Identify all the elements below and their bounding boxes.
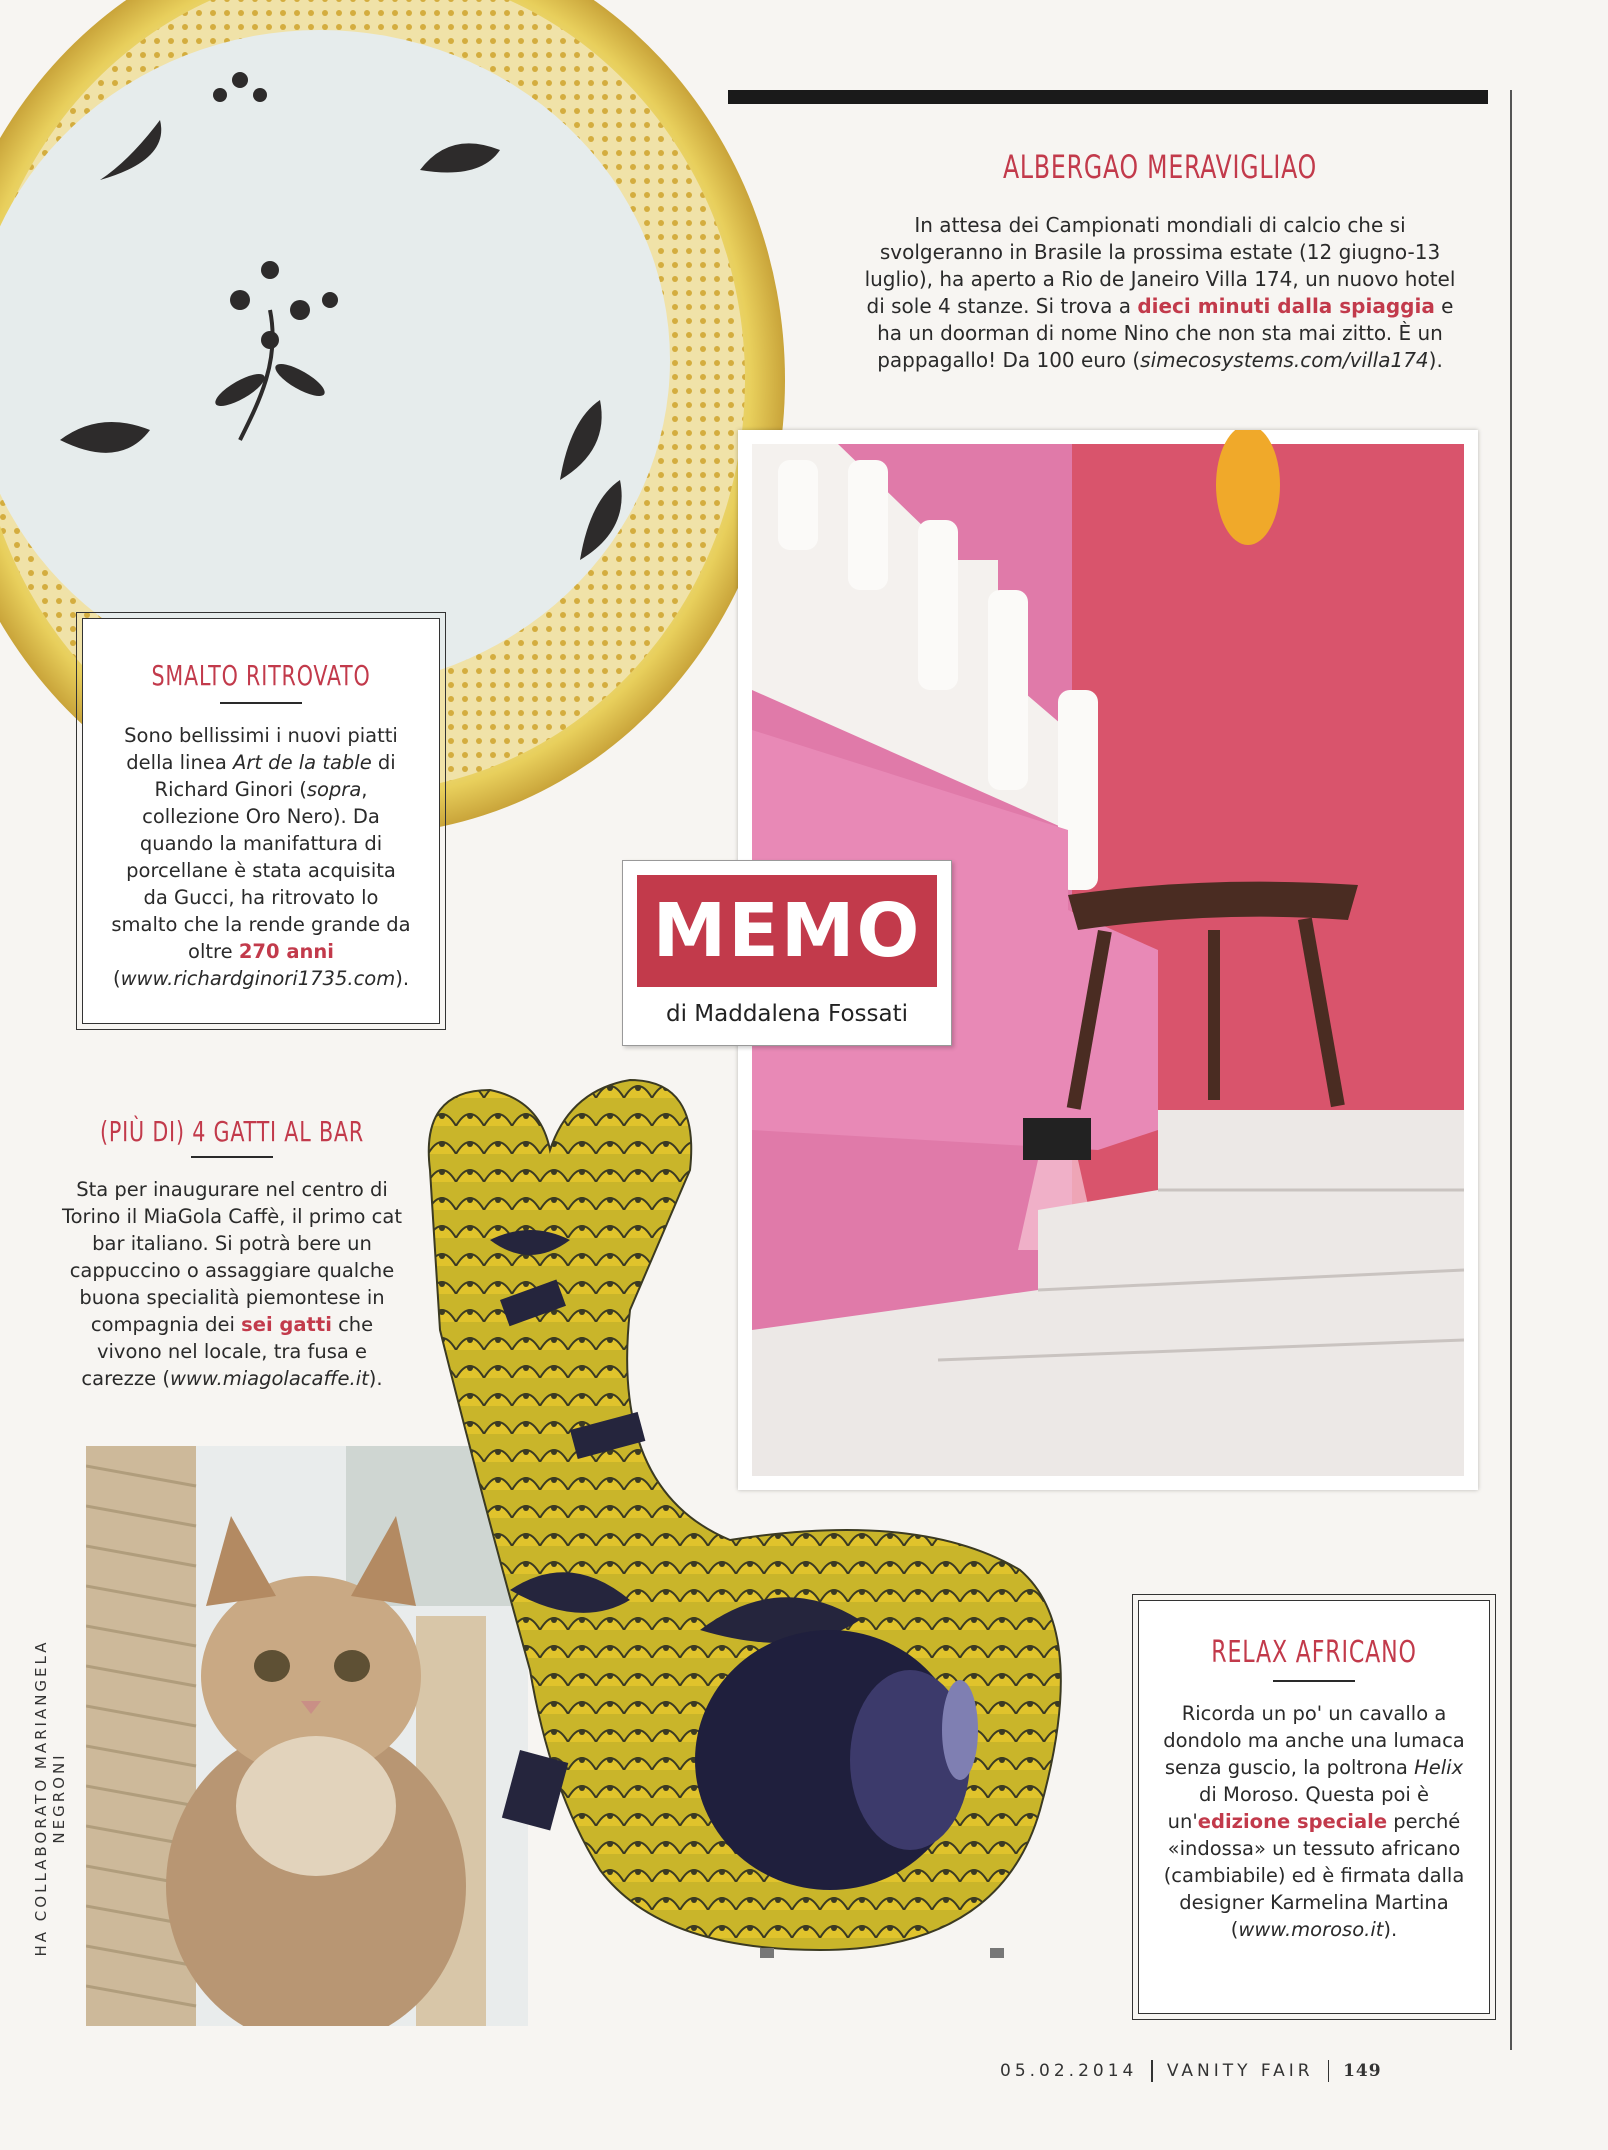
albergo-title: ALBERGAO MERAVIGLIAO	[1002, 148, 1318, 186]
relax-text-4: ).	[1383, 1918, 1398, 1941]
photo-credit: HA COLLABORATO MARIANGELA NEGRONI	[32, 1639, 68, 1957]
page-number: 149	[1343, 2061, 1382, 2081]
footer-date: 05.02.2014	[1000, 2061, 1138, 2081]
smalto-rule	[220, 702, 302, 704]
armchair-image	[400, 1070, 1230, 2030]
gatti-text-3: ).	[368, 1367, 383, 1390]
gatti-body	[62, 1176, 402, 1392]
albergo-highlight: dieci minuti dalla spiaggia	[1137, 294, 1435, 318]
top-rule	[728, 90, 1488, 104]
smalto-text-4: (	[112, 967, 121, 990]
relax-link[interactable]: www.moroso.it	[1238, 1918, 1384, 1941]
gatti-rule	[191, 1156, 273, 1158]
albergo-article	[855, 148, 1465, 374]
albergo-link[interactable]: simecosystems.com/villa174	[1140, 348, 1429, 372]
smalto-title: SMALTO RITROVATO	[151, 659, 371, 692]
footer-magazine: VANITY FAIR	[1166, 2061, 1314, 2081]
smalto-italic-2: sopra	[306, 778, 362, 801]
smalto-text-2: di Richard Ginori (	[154, 751, 396, 801]
gatti-text-1: Sta per inaugurare nel centro di Torino il MiaGola Caffè, il primo cat bar italiano. Si potrà bere un cappuccino o assaggiare qualche buona specialità piemontese in compagnia dei	[62, 1178, 402, 1336]
smalto-body	[83, 722, 439, 992]
gatti-highlight: sei gatti	[241, 1313, 332, 1336]
albergo-text-2: e ha un doorman di nome Nino che non sta mai zitto. È un pappagallo! Da 100 euro (	[877, 294, 1454, 372]
smalto-text-5: ).	[395, 967, 410, 990]
albergo-text-3: ).	[1428, 348, 1443, 372]
relax-text-2: di Moroso. Questa poi è un'	[1167, 1783, 1429, 1833]
albergo-text-1: In attesa dei Campionati mondiali di calcio che si svolgeranno in Brasile la prossima estate (12 giugno-13 luglio), ha aperto a Rio de Janeiro Villa 174, un nuovo hotel di sole 4 stanze. Si trova a	[864, 213, 1456, 318]
relax-box	[1138, 1600, 1490, 2014]
relax-title: RELAX AFRICANO	[1211, 1635, 1417, 1670]
smalto-box	[82, 618, 440, 1024]
relax-text-1: Ricorda un po' un cavallo a dondolo ma anche una lumaca senza guscio, la poltrona	[1163, 1702, 1465, 1779]
relax-body	[1139, 1700, 1489, 1943]
smalto-italic-1: Art de la table	[232, 751, 372, 774]
smalto-highlight: 270 anni	[238, 940, 334, 963]
smalto-text-1: Sono bellissimi i nuovi piatti della linea	[124, 724, 398, 774]
right-column-rule	[1510, 90, 1512, 2050]
smalto-link[interactable]: www.richardginori1735.com	[120, 967, 396, 990]
albergo-body	[855, 212, 1465, 374]
memo-byline: di Maddalena Fossati	[665, 1001, 908, 1027]
memo-logo: MEMO	[637, 875, 937, 987]
relax-text-3: perché «indossa» un tessuto africano (cambiabile) ed è firmata dalla designer Karmelina Martina (	[1163, 1810, 1465, 1941]
relax-italic-1: Helix	[1414, 1756, 1464, 1779]
memo-logo-card	[622, 860, 952, 1046]
smalto-text-3: , collezione Oro Nero). Da quando la manifattura di porcellane è stata acquisita da Gucci, ha ritrovato lo smalto che la rende grande da oltre	[111, 778, 411, 963]
footer-divider-2	[1328, 2060, 1330, 2082]
page-footer	[1000, 2056, 1520, 2086]
gatti-article	[62, 1115, 402, 1392]
gatti-link[interactable]: www.miagolacaffe.it	[169, 1367, 369, 1390]
relax-highlight: edizione speciale	[1197, 1810, 1388, 1833]
relax-rule	[1273, 1680, 1355, 1682]
gatti-title: (PIÙ DI) 4 GATTI AL BAR	[99, 1115, 365, 1148]
footer-divider-1	[1151, 2060, 1153, 2082]
gatti-text-2: che vivono nel locale, tra fusa e carezze (	[81, 1313, 374, 1390]
